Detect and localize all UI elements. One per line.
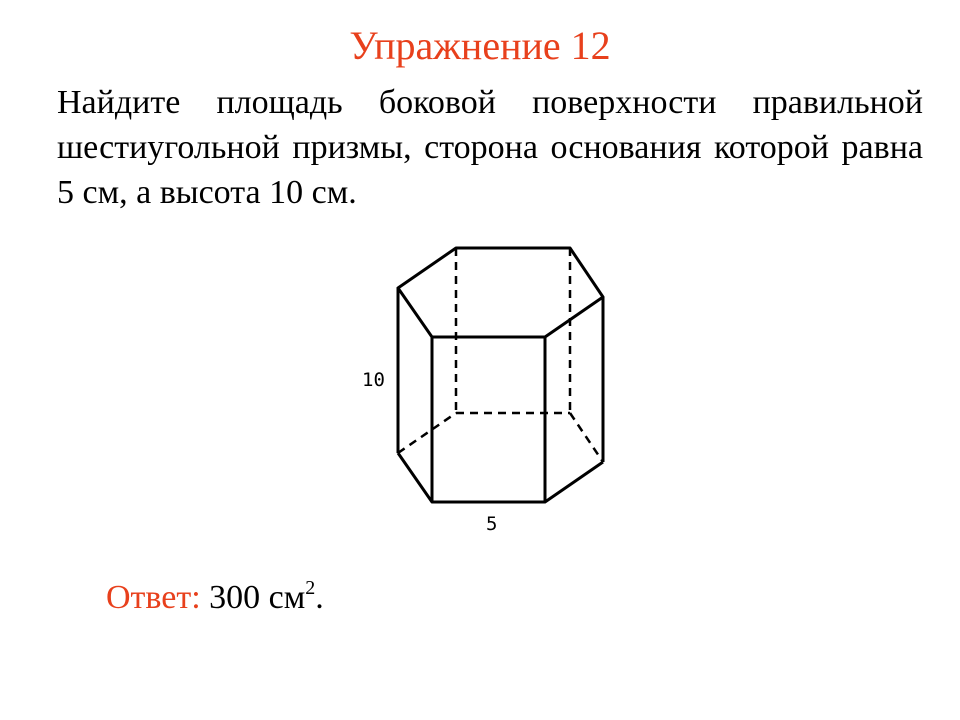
side-label: 5 — [486, 513, 498, 535]
hidden-edge-bottom-back-right — [570, 413, 603, 462]
hidden-edge-bottom-back-left — [398, 413, 456, 453]
answer-line — [106, 576, 324, 620]
visible-edges — [398, 248, 603, 502]
hidden-edges — [398, 248, 603, 462]
problem-text: Найдите площадь боковой поверхности правильной шестиугольной призмы, сторона основания которой равна 5 см, а высота 10 см. — [57, 84, 923, 211]
top-hexagon — [398, 248, 603, 337]
answer-value: 300 см — [209, 579, 306, 616]
height-label: 10 — [362, 369, 385, 391]
answer-suffix: . — [315, 579, 324, 616]
slide-title: Упражнение 12 — [349, 23, 611, 68]
answer-label: Ответ: — [106, 579, 201, 616]
bottom-front-edges — [398, 453, 603, 502]
hexagonal-prism-figure — [350, 232, 630, 542]
answer-superscript: 2 — [305, 577, 316, 599]
